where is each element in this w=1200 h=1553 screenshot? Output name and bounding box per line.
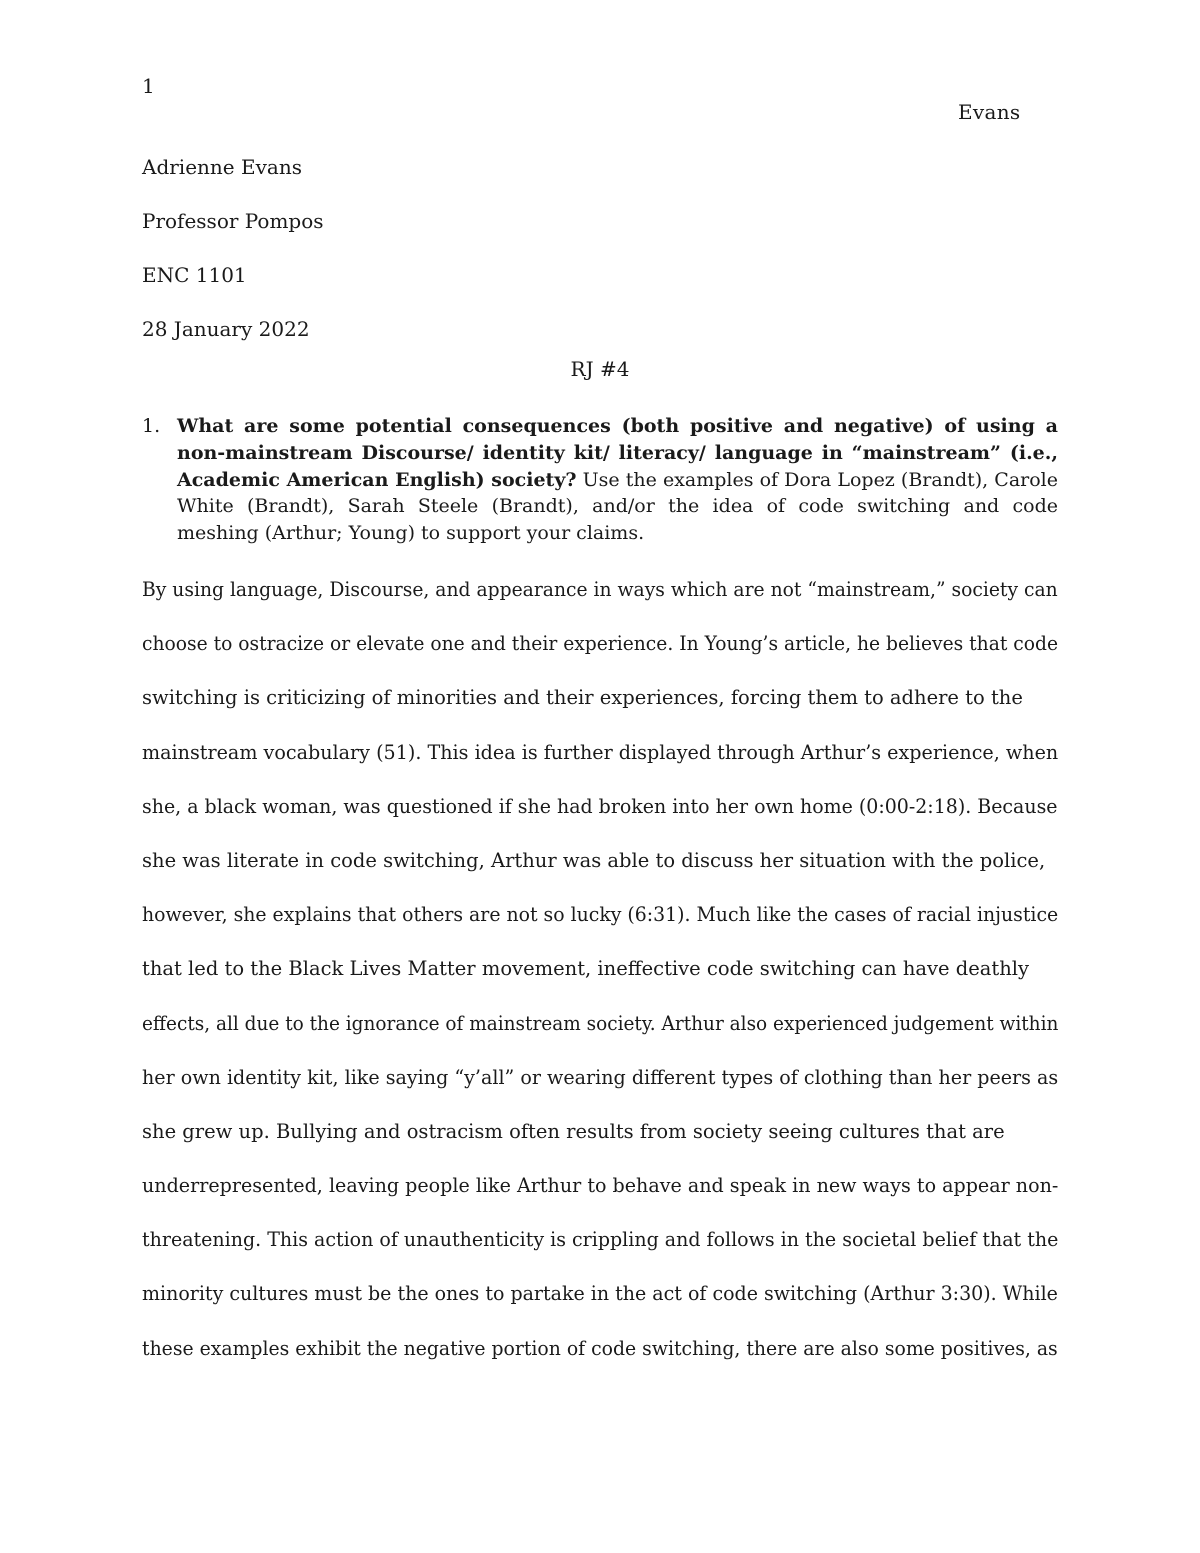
prompt-text (177, 413, 1058, 547)
body-line: threatening. This action of unauthenticity is crippling and follows in the societal belief that the (142, 1228, 1059, 1252)
body-line: her own identity kit, like saying “y’all” or wearing different types of clothing than her peers as (142, 1065, 1059, 1089)
body-line: mainstream vocabulary (51). This idea is further displayed through Arthur’s experience, when (142, 740, 1059, 764)
body-line: however, she explains that others are not so lucky (6:31). Much like the cases of racial injustice (142, 903, 1059, 927)
prompt-question: What are some potential consequences (both positive and negative) of using a non-mainstream Discourse/ identity kit/ literacy/ language in “mainstream” (i.e., Academic American English) society? (177, 415, 1058, 491)
body-line: effects, all due to the ignorance of mainstream society. Arthur also experienced judgement within (142, 1011, 1059, 1035)
document-title: RJ #4 (570, 357, 630, 381)
prompt-instructions: Use the examples of Dora Lopez (Brandt), Carole White (Brandt), Sarah Steele (Brandt), and/or the idea of code switching and code meshing (Arthur; Young) to support your claims. (177, 468, 1059, 545)
date: 28 January 2022 (142, 317, 310, 341)
author-name: Adrienne Evans (142, 155, 302, 179)
body-line: she was literate in code switching, Arthur was able to discuss her situation with the police, (142, 848, 1046, 872)
body-line: these examples exhibit the negative portion of code switching, there are also some positives, as (142, 1336, 1058, 1360)
running-head: Evans (958, 100, 1021, 124)
body-line: that led to the Black Lives Matter movement, ineffective code switching can have deathly (142, 957, 1030, 981)
body-line: By using language, Discourse, and appearance in ways which are not “mainstream,” society can (142, 578, 1058, 601)
course-name: ENC 1101 (142, 263, 247, 287)
prompt-number: 1. (142, 415, 161, 437)
body-line: switching is criticizing of minorities and their experiences, forcing them to adhere to the (142, 686, 1023, 710)
mla-heading (142, 140, 1062, 356)
body-line: she, a black woman, was questioned if she had broken into her own home (0:00-2:18). Because (142, 794, 1058, 818)
prompt-item (142, 413, 1058, 547)
body-line: underrepresented, leaving people like Arthur to behave and speak in new ways to appear non- (142, 1174, 1059, 1198)
body-line: minority cultures must be the ones to partake in the act of code switching (Arthur 3:30). While (142, 1282, 1058, 1306)
body-paragraph (142, 573, 1058, 1386)
body-line: she grew up. Bullying and ostracism often results from society seeing cultures that are (142, 1119, 1005, 1143)
body-line: choose to ostracize or elevate one and their experience. In Young’s article, he believes that code (142, 632, 1059, 656)
professor-name: Professor Pompos (142, 209, 324, 233)
page-number: 1 (142, 74, 155, 98)
